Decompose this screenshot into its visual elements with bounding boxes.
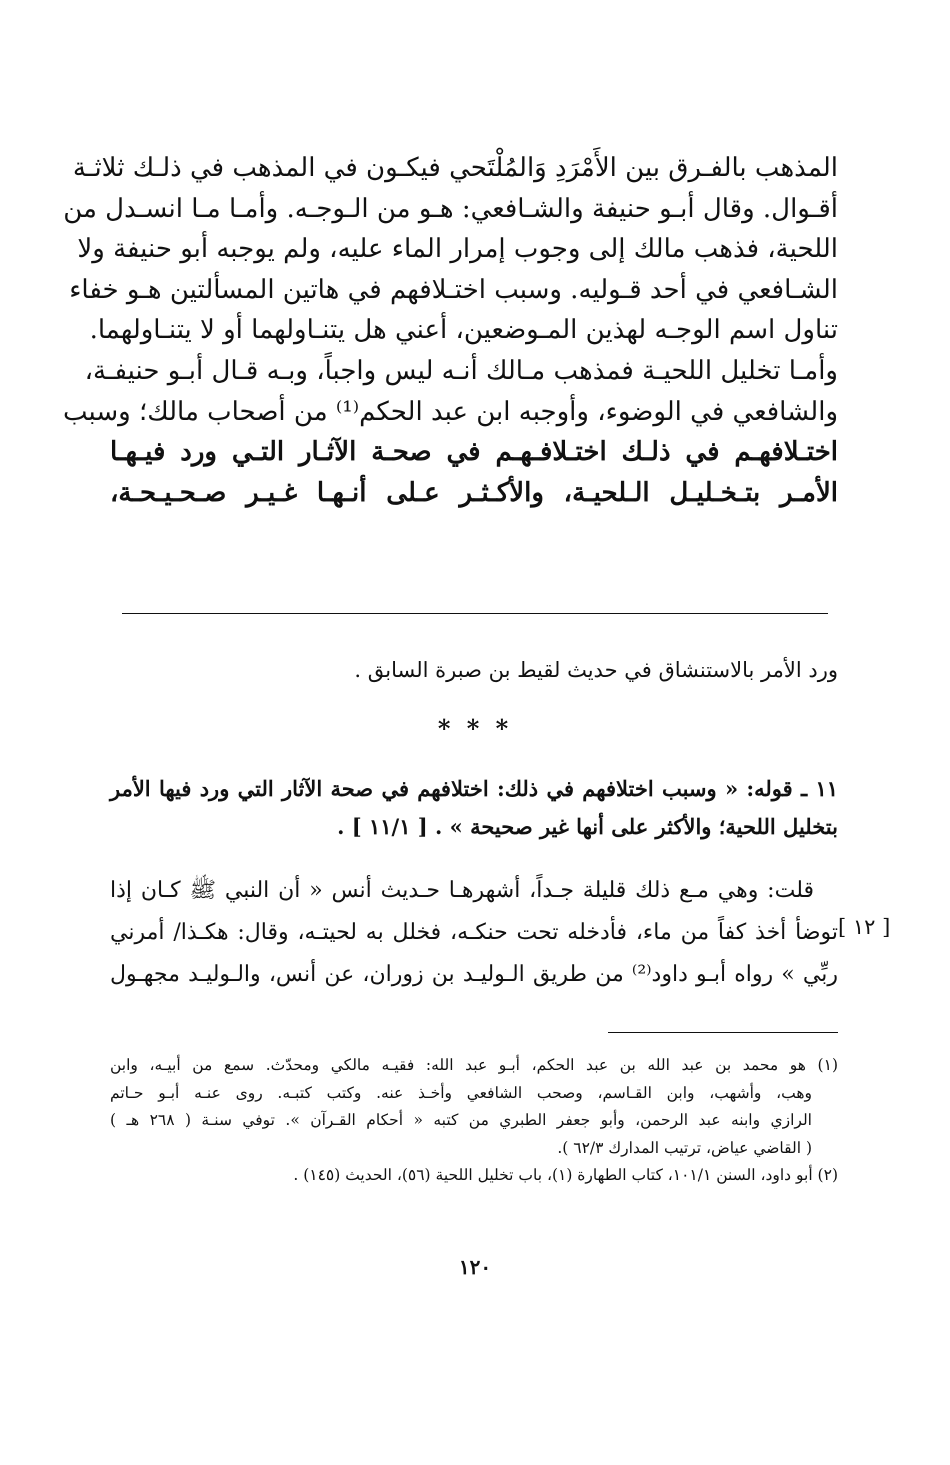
main-line-6: وأمـا تخليل اللحيـة فمذهب مـالك أنـه ليس واجباً، وبـه قـال أبـو حنيفـة، — [84, 355, 838, 386]
section-12-commentary — [110, 870, 838, 996]
section-11-line-2: بتخليل اللحية؛ والأكثر على أنها غير صحيحة » . [ ١١/١ ] . — [337, 814, 838, 839]
footnote-1-line-1: (١) هو محمد بن عبد الله بن عبد الحكم، أبـو عبد الله: فقيـه مالكي ومحدّث. سمع من أبيـه، وابن — [110, 1056, 838, 1074]
section-11-line-1: ١١ ـ قوله: « وسبب اختلافهم في ذلك: اختلافهم في صحة الآثار التي ورد فيها الأمر — [110, 776, 838, 801]
footnote-1-line-2: وهب، وأشهب، وابن القـاسم، وصحب الشافعي وأخـذ عنه. وكتب كتبـه. روى عنـه أبـو حـاتم — [110, 1083, 812, 1102]
note-line: ورد الأمر بالاستنشاق في حديث لقيط بن صبرة السابق . — [354, 658, 838, 682]
margin-page-marker: [ ١٢ ] — [838, 915, 891, 939]
section-11-quote — [110, 770, 838, 846]
footnote-1-line-3: الرازي وابنه عبد الرحمن، وأبو جعفر الطبري من كتبه « أحكام القـرآن ». توفي سنـة ( ٢٦٨ هـ ) — [110, 1111, 812, 1129]
main-line-3: اللحية، فذهب مالك إلى وجوب إمرار الماء عليه، ولم يوجبه أبو حنيفة ولا — [77, 234, 838, 265]
section-12-line-2: توضأ أخذ كفاً من ماء، فأدخله تحت حنكـه، فخلل به لحيتـه، وقال: هكـذا/ أمرني — [110, 920, 838, 945]
main-line-9: الأمـر بتـخـليـل الـلحيـة، والأكـثـر عـلى أنـهـا غـيـر صـحـيـحـة، — [110, 477, 838, 508]
section-12-line-3: ربِّي » رواه أبـو داود⁽²⁾ من طريق الـوليـد بن زوران، عن أنس، والـوليـد مجهـول — [110, 962, 839, 987]
main-line-5: تناول اسم الوجـه لهذين المـوضعين، أعني هل يتنـاولهما أو لا يتنـاولهما. — [89, 315, 838, 346]
footnote-divider-rule — [608, 1032, 838, 1033]
main-line-1: المذهب بالفـرق بين الأَمْرَدِ وَالمُلْتَحي فيكـون في المذهب في ذلـك ثلاثـة — [72, 153, 838, 183]
main-line-8: اختـلافهـم في ذلـك اختـلافـهـم في صحـة الآثـار التـي ورد فيـهـا — [110, 437, 838, 468]
section-12-line-1: قلت: وهي مـع ذلك قليلة جـداً، أشهرهـا حـديث أنس « أن النبي ﷺ كـان إذا — [110, 878, 814, 903]
footnote-1-line-4: ( القاضي عياض، ترتيب المدارك ٦٢/٣ ). — [557, 1138, 812, 1157]
main-line-7: والشافعي في الوضوء، وأوجبه ابن عبد الحكم⁽¹⁾ من أصحاب مالك؛ وسبب — [62, 396, 838, 427]
main-text-block — [62, 148, 838, 513]
page-number: ١٢٠ — [458, 1255, 492, 1279]
main-line-2: أقـوال. وقال أبـو حنيفة والشـافعي: هـو من الـوجـه. وأمـا مـا انسـدل من — [63, 193, 838, 224]
footnote-2-line-1: (٢) أبو داود، السنن ١٠١/١، كتاب الطهارة (١)، باب تخليل اللحية (٥٦)، الحديث (١٤٥) . — [293, 1166, 838, 1184]
main-line-4: الشـافعي في أحد قـوليه. وسبب اختـلافهم في هاتين المسألتين هـو خفاء — [69, 274, 838, 305]
footnotes-block — [110, 1052, 838, 1190]
main-divider-rule — [122, 613, 828, 614]
section-separator: * * * — [437, 714, 513, 743]
